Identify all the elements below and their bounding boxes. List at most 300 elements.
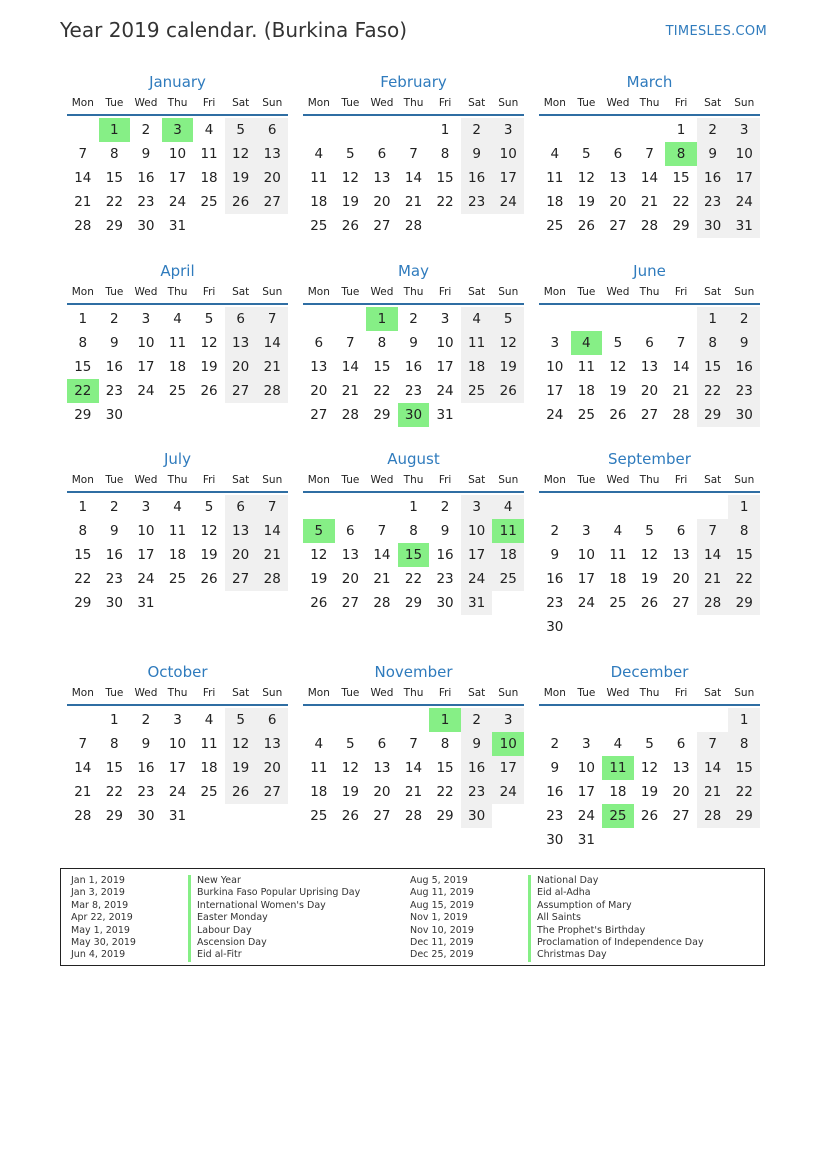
- day-cell: 3: [492, 708, 524, 732]
- day-cell: 20: [256, 166, 288, 190]
- day-cell: 5: [582, 146, 591, 162]
- day-cell: 6: [346, 523, 355, 539]
- weekday-label: Mon: [307, 286, 330, 298]
- day-cell: 11: [546, 170, 564, 186]
- day-cell: 23: [697, 190, 729, 214]
- day-cell: 19: [609, 383, 627, 399]
- empty-cell: [602, 307, 634, 331]
- day-cell: 7: [409, 146, 418, 162]
- month-name: March: [626, 73, 673, 91]
- weekday-label: Mon: [71, 97, 94, 109]
- empty-cell: [398, 708, 430, 732]
- day-cell: 26: [310, 595, 328, 611]
- month-january: [67, 72, 288, 238]
- month-name: August: [387, 450, 440, 468]
- month-december: [539, 662, 760, 852]
- day-cell: 27: [256, 780, 288, 804]
- holiday-name: New Year: [188, 875, 360, 887]
- day-cell: 21: [256, 543, 288, 567]
- day-cell: 15: [436, 760, 454, 776]
- day-cell: 15: [105, 760, 123, 776]
- weekday-label: Fri: [438, 474, 452, 486]
- day-cell: 9: [440, 523, 450, 539]
- day-cell: 30: [105, 595, 123, 611]
- day-cell: 16: [728, 355, 760, 379]
- day-cell: 27: [341, 595, 359, 611]
- day-cell: 20: [225, 543, 257, 567]
- day-cell: 26: [492, 379, 524, 403]
- weekday-label: Sat: [232, 286, 250, 298]
- day-cell: 17: [137, 547, 155, 563]
- weekday-label: Mon: [71, 474, 94, 486]
- day-cell: 12: [225, 732, 257, 756]
- weekday-label: Thu: [403, 474, 424, 486]
- day-cell: 9: [550, 547, 560, 563]
- day-cell: 7: [78, 736, 88, 752]
- day-cell: 22: [672, 194, 690, 210]
- day-cell: 2: [728, 307, 760, 331]
- weekday-label: Sun: [498, 286, 519, 298]
- weekday-label: Wed: [370, 286, 394, 298]
- empty-cell: [634, 307, 666, 331]
- holiday-day-cell: 25: [602, 804, 634, 828]
- day-cell: 8: [728, 732, 760, 756]
- day-cell: 26: [341, 218, 359, 234]
- day-cell: 7: [645, 146, 654, 162]
- month-name: November: [374, 663, 453, 681]
- day-cell: 18: [310, 194, 328, 210]
- day-cell: 21: [404, 784, 423, 800]
- day-cell: 20: [256, 756, 288, 780]
- day-cell: 5: [645, 736, 654, 752]
- day-cell: 17: [728, 166, 760, 190]
- day-cell: 26: [640, 808, 659, 824]
- day-cell: 14: [697, 756, 729, 780]
- day-cell: 18: [546, 194, 564, 210]
- day-cell: 14: [256, 331, 288, 355]
- day-cell: 15: [728, 543, 760, 567]
- day-cell: 2: [697, 118, 729, 142]
- month-name: December: [610, 663, 689, 681]
- day-cell: 20: [310, 383, 328, 399]
- day-cell: 7: [676, 335, 686, 351]
- day-cell: 17: [137, 359, 155, 375]
- empty-cell: [398, 118, 430, 142]
- weekday-label: Fri: [674, 286, 688, 298]
- day-cell: 11: [168, 335, 187, 351]
- day-cell: 16: [105, 359, 123, 375]
- day-cell: 26: [341, 808, 359, 824]
- weekday-label: Tue: [105, 474, 124, 486]
- holiday-day-cell: 10: [492, 732, 524, 756]
- day-cell: 27: [373, 218, 391, 234]
- day-cell: 16: [436, 547, 454, 563]
- day-cell: 15: [728, 756, 760, 780]
- day-cell: 8: [110, 736, 119, 752]
- day-cell: 15: [672, 170, 690, 186]
- day-cell: 23: [137, 194, 155, 210]
- day-cell: 11: [200, 146, 218, 162]
- weekday-header: [303, 686, 524, 706]
- holiday-name: Eid al-Adha: [528, 887, 704, 899]
- day-cell: 26: [225, 190, 257, 214]
- weekday-label: Wed: [134, 687, 158, 699]
- weekday-label: Thu: [639, 474, 660, 486]
- weekday-label: Sat: [704, 687, 722, 699]
- weekday-label: Tue: [105, 286, 124, 298]
- day-cell: 19: [225, 166, 257, 190]
- empty-cell: [634, 708, 666, 732]
- day-cell: 5: [492, 307, 524, 331]
- day-cell: 13: [341, 547, 359, 563]
- day-cell: 4: [204, 122, 214, 138]
- holiday-day-cell: 1: [429, 708, 461, 732]
- holiday-date: Dec 25, 2019: [410, 949, 474, 961]
- day-cell: 30: [137, 808, 155, 824]
- day-cell: 19: [310, 571, 328, 587]
- weekday-label: Tue: [577, 97, 596, 109]
- day-cell: 4: [613, 523, 623, 539]
- day-cell: 28: [373, 595, 391, 611]
- day-cell: 19: [640, 784, 659, 800]
- day-cell: 28: [404, 218, 423, 234]
- month-name: June: [633, 262, 666, 280]
- holiday-day-cell: 11: [602, 756, 634, 780]
- weekday-label: Tue: [577, 687, 596, 699]
- day-cell: 26: [577, 218, 595, 234]
- day-cell: 2: [550, 523, 560, 539]
- day-cell: 28: [74, 808, 92, 824]
- weekday-label: Fri: [202, 286, 216, 298]
- weekday-label: Thu: [167, 474, 188, 486]
- day-cell: 7: [409, 736, 418, 752]
- empty-cell: [634, 118, 666, 142]
- calendar-grid: [67, 72, 763, 852]
- holiday-date: Jan 1, 2019: [71, 875, 125, 886]
- weekday-header: [67, 686, 288, 706]
- weekday-label: Fri: [438, 687, 452, 699]
- weekday-label: Fri: [202, 97, 216, 109]
- day-cell: 30: [436, 595, 454, 611]
- day-cell: 23: [137, 784, 155, 800]
- weekday-label: Fri: [202, 687, 216, 699]
- day-cell: 20: [640, 383, 659, 399]
- day-cell: 9: [110, 335, 119, 351]
- day-cell: 20: [672, 571, 690, 587]
- weekday-label: Sat: [232, 687, 250, 699]
- day-cell: 5: [225, 708, 257, 732]
- weekday-label: Wed: [606, 687, 630, 699]
- weekday-header: [67, 285, 288, 305]
- day-cell: 24: [492, 190, 524, 214]
- holiday-day-cell: 30: [398, 403, 430, 427]
- holiday-day-cell: 8: [665, 142, 697, 166]
- day-cell: 18: [200, 760, 218, 776]
- day-cell: 19: [341, 194, 359, 210]
- holiday-day-cell: 4: [571, 331, 603, 355]
- day-cell: 3: [141, 311, 151, 327]
- day-cell: 16: [546, 784, 564, 800]
- page-title: Year 2019 calendar. (Burkina Faso): [60, 18, 408, 42]
- day-cell: 11: [200, 736, 218, 752]
- holiday-day-cell: 3: [162, 118, 194, 142]
- day-cell: 10: [137, 523, 155, 539]
- day-cell: 11: [310, 170, 328, 186]
- weekday-label: Sun: [734, 286, 755, 298]
- day-cell: 18: [609, 571, 627, 587]
- weekday-label: Sun: [498, 97, 519, 109]
- holiday-day-cell: 1: [366, 307, 398, 331]
- day-cell: 26: [200, 571, 218, 587]
- empty-cell: [303, 307, 335, 331]
- weekday-header: [303, 473, 524, 493]
- day-cell: 7: [377, 523, 387, 539]
- day-cell: 6: [225, 495, 257, 519]
- day-cell: 20: [373, 194, 391, 210]
- day-cell: 28: [256, 379, 288, 403]
- holiday-name: Proclamation of Independence Day: [528, 937, 704, 949]
- weekday-label: Thu: [167, 97, 188, 109]
- weekday-label: Tue: [341, 286, 360, 298]
- empty-cell: [303, 495, 335, 519]
- weekday-label: Wed: [134, 97, 158, 109]
- day-cell: 3: [173, 712, 182, 728]
- day-cell: 23: [461, 780, 493, 804]
- empty-cell: [335, 307, 367, 331]
- weekday-label: Wed: [370, 474, 394, 486]
- day-cell: 4: [204, 712, 214, 728]
- day-grid: [539, 708, 760, 852]
- day-cell: 6: [256, 118, 288, 142]
- empty-cell: [303, 708, 335, 732]
- weekday-label: Wed: [134, 286, 158, 298]
- day-cell: 15: [436, 170, 454, 186]
- day-cell: 24: [546, 407, 564, 423]
- weekday-label: Thu: [167, 286, 188, 298]
- day-cell: 6: [377, 736, 387, 752]
- empty-cell: [539, 708, 571, 732]
- holiday-date: Nov 10, 2019: [410, 924, 474, 936]
- weekday-label: Thu: [639, 97, 660, 109]
- day-cell: 22: [105, 784, 123, 800]
- day-cell: 21: [74, 784, 92, 800]
- day-cell: 1: [110, 712, 119, 728]
- day-grid: [539, 118, 760, 238]
- day-cell: 30: [461, 804, 493, 828]
- day-cell: 2: [141, 712, 151, 728]
- day-cell: 26: [200, 383, 218, 399]
- weekday-label: Sat: [232, 97, 250, 109]
- day-cell: 5: [346, 146, 355, 162]
- day-cell: 17: [546, 383, 564, 399]
- legend-names-left: [188, 875, 360, 962]
- weekday-label: Sat: [704, 286, 722, 298]
- holiday-day-cell: 5: [303, 519, 335, 543]
- holiday-date: May 1, 2019: [71, 924, 130, 936]
- day-cell: 9: [550, 760, 560, 776]
- weekday-label: Mon: [543, 286, 566, 298]
- month-february: [303, 72, 524, 238]
- day-grid: [539, 307, 760, 427]
- day-cell: 17: [168, 170, 187, 186]
- holiday-day-cell: 11: [492, 519, 524, 543]
- day-cell: 29: [105, 218, 123, 234]
- day-cell: 14: [341, 359, 359, 375]
- day-cell: 16: [105, 547, 123, 563]
- holiday-date: Aug 5, 2019: [410, 875, 468, 886]
- weekday-label: Sat: [468, 97, 486, 109]
- day-cell: 24: [577, 808, 595, 824]
- day-cell: 30: [546, 619, 564, 635]
- day-cell: 9: [141, 736, 151, 752]
- day-cell: 13: [310, 359, 328, 375]
- day-cell: 1: [697, 307, 729, 331]
- day-cell: 2: [110, 311, 119, 327]
- weekday-label: Sun: [262, 687, 283, 699]
- day-cell: 10: [461, 519, 493, 543]
- day-cell: 24: [137, 383, 155, 399]
- day-cell: 31: [137, 595, 155, 611]
- day-cell: 10: [436, 335, 454, 351]
- day-cell: 8: [409, 523, 418, 539]
- legend-names-right: [528, 875, 704, 962]
- day-cell: 30: [137, 218, 155, 234]
- day-cell: 25: [200, 194, 218, 210]
- weekday-label: Wed: [606, 286, 630, 298]
- weekday-label: Thu: [639, 286, 660, 298]
- holiday-date: Dec 11, 2019: [410, 936, 474, 948]
- day-cell: 14: [672, 359, 690, 375]
- holiday-date: May 30, 2019: [71, 936, 136, 948]
- day-cell: 9: [697, 142, 729, 166]
- day-cell: 25: [310, 218, 328, 234]
- weekday-label: Wed: [370, 687, 394, 699]
- day-cell: 10: [577, 760, 595, 776]
- legend-dates-left: [71, 875, 136, 962]
- day-cell: 14: [373, 547, 391, 563]
- day-cell: 13: [672, 760, 690, 776]
- day-cell: 12: [341, 760, 359, 776]
- empty-cell: [697, 495, 729, 519]
- day-cell: 29: [105, 808, 123, 824]
- weekday-header: [67, 96, 288, 116]
- weekday-label: Sun: [262, 474, 283, 486]
- day-cell: 29: [436, 808, 454, 824]
- empty-cell: [67, 118, 99, 142]
- day-grid: [303, 708, 524, 828]
- day-cell: 3: [550, 335, 560, 351]
- day-cell: 7: [346, 335, 355, 351]
- day-cell: 2: [461, 708, 493, 732]
- day-cell: 25: [609, 595, 627, 611]
- empty-cell: [665, 307, 697, 331]
- day-cell: 26: [225, 780, 257, 804]
- empty-cell: [634, 495, 666, 519]
- day-cell: 27: [225, 379, 257, 403]
- day-cell: 22: [105, 194, 123, 210]
- month-name: October: [147, 663, 208, 681]
- site-logo-text[interactable]: TIMESLES.COM: [665, 24, 767, 39]
- day-cell: 31: [168, 218, 187, 234]
- day-cell: 9: [461, 142, 493, 166]
- day-cell: 8: [728, 519, 760, 543]
- empty-cell: [303, 118, 335, 142]
- empty-cell: [335, 118, 367, 142]
- day-cell: 29: [728, 804, 760, 828]
- day-cell: 4: [550, 146, 560, 162]
- day-cell: 6: [256, 708, 288, 732]
- day-cell: 4: [492, 495, 524, 519]
- day-cell: 14: [697, 543, 729, 567]
- day-cell: 13: [225, 519, 257, 543]
- day-cell: 10: [577, 547, 595, 563]
- day-cell: 17: [577, 784, 595, 800]
- weekday-label: Sat: [704, 97, 722, 109]
- holiday-date: Nov 1, 2019: [410, 912, 468, 924]
- day-cell: 4: [461, 307, 493, 331]
- day-cell: 27: [256, 190, 288, 214]
- day-cell: 21: [341, 383, 359, 399]
- empty-cell: [366, 118, 398, 142]
- day-cell: 10: [546, 359, 564, 375]
- day-cell: 2: [110, 499, 119, 515]
- weekday-label: Fri: [438, 286, 452, 298]
- day-cell: 28: [640, 218, 659, 234]
- day-cell: 2: [141, 122, 151, 138]
- day-cell: 21: [256, 355, 288, 379]
- empty-cell: [67, 708, 99, 732]
- day-cell: 11: [168, 523, 187, 539]
- day-cell: 15: [74, 547, 92, 563]
- day-cell: 24: [728, 190, 760, 214]
- day-grid: [303, 495, 524, 615]
- day-cell: 6: [676, 523, 686, 539]
- day-cell: 16: [404, 359, 423, 375]
- day-cell: 27: [373, 808, 391, 824]
- holiday-name: Christmas Day: [528, 949, 704, 961]
- empty-cell: [335, 495, 367, 519]
- day-cell: 27: [225, 567, 257, 591]
- holiday-name: Eid al-Fitr: [188, 949, 360, 961]
- empty-cell: [602, 495, 634, 519]
- day-cell: 2: [550, 736, 560, 752]
- holiday-name: Assumption of Mary: [528, 900, 704, 912]
- day-cell: 19: [200, 547, 218, 563]
- day-cell: 18: [492, 543, 524, 567]
- empty-cell: [335, 708, 367, 732]
- day-cell: 16: [137, 760, 155, 776]
- day-cell: 22: [373, 383, 391, 399]
- empty-cell: [665, 708, 697, 732]
- day-cell: 23: [105, 383, 123, 399]
- month-july: [67, 449, 288, 615]
- day-cell: 21: [697, 780, 729, 804]
- day-cell: 29: [404, 595, 423, 611]
- day-cell: 27: [310, 407, 328, 423]
- day-cell: 26: [609, 407, 627, 423]
- day-cell: 2: [409, 311, 418, 327]
- weekday-header: [539, 473, 760, 493]
- day-cell: 27: [609, 218, 627, 234]
- empty-cell: [571, 495, 603, 519]
- day-cell: 12: [310, 547, 328, 563]
- month-june: [539, 261, 760, 427]
- weekday-header: [67, 473, 288, 493]
- month-august: [303, 449, 524, 615]
- day-cell: 28: [672, 407, 690, 423]
- day-cell: 29: [697, 403, 729, 427]
- day-cell: 22: [436, 194, 454, 210]
